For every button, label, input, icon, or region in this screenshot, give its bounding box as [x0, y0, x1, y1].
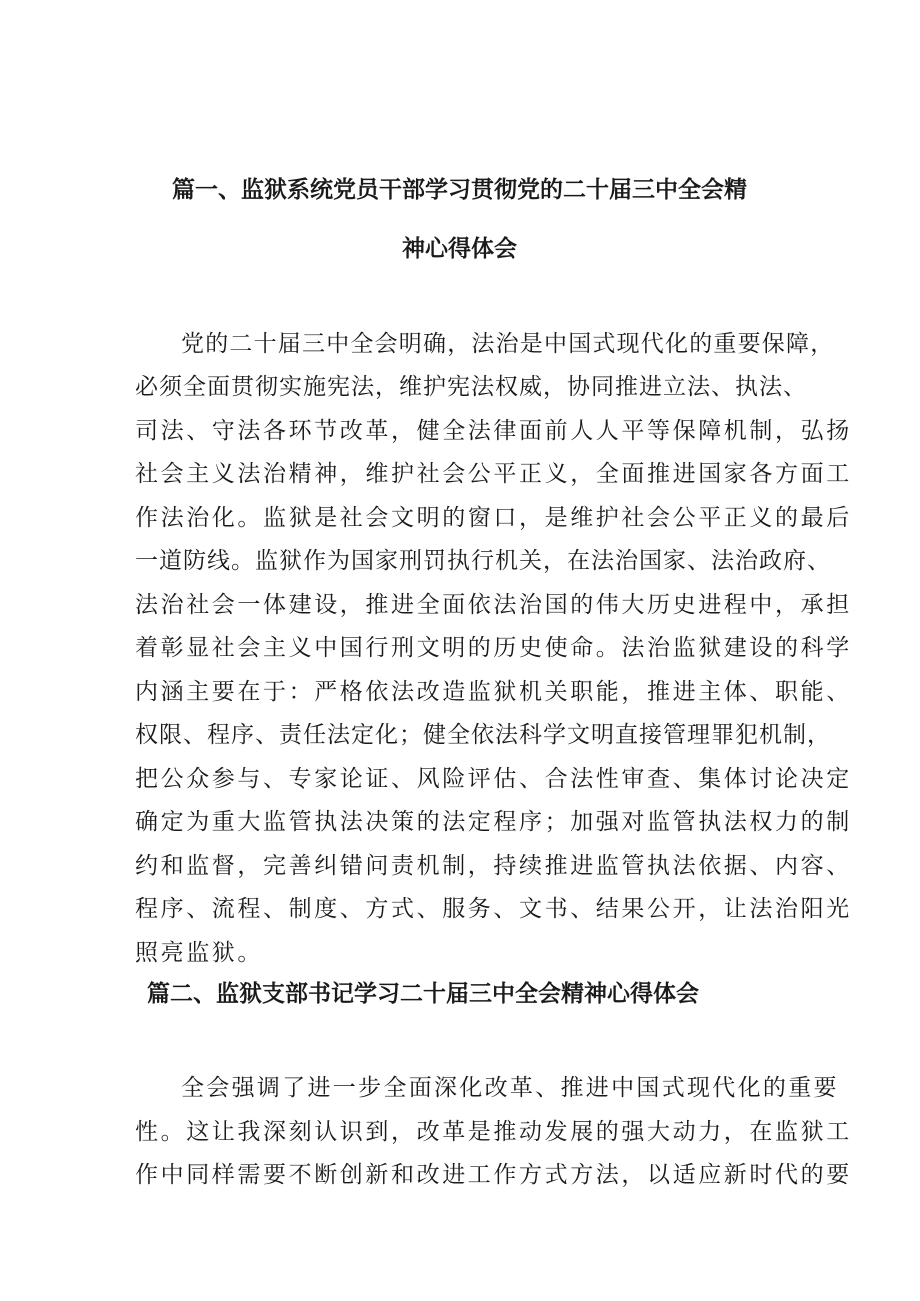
body-line: 约和监督，完善纠错问责机制，持续推进监管执法依据、内容、	[135, 853, 852, 879]
body-line: 司法、守法各环节改革，健全法律面前人人平等保障机制，弘扬	[135, 418, 852, 444]
body-line: 程序、流程、制度、方式、服务、文书、结果公开，让法治阳光	[135, 896, 852, 922]
body-line: 把公众参与、专家论证、风险评估、合法性审查、集体讨论决定	[135, 766, 852, 792]
body-line: 照亮监狱。	[135, 940, 263, 966]
section1-title-line2: 神心得体会	[402, 236, 517, 262]
body-line: 作法治化。监狱是社会文明的窗口，是维护社会公平正义的最后	[135, 505, 852, 531]
section1-title-line1: 篇一、监狱系统党员干部学习贯彻党的二十届三中全会精	[172, 177, 747, 203]
body-line: 社会主义法治精神，维护社会公平正义，全面推进国家各方面工	[135, 461, 852, 487]
body-line: 全会强调了进一步全面深化改革、推进中国式现代化的重要	[181, 1075, 839, 1101]
body-line: 作中同样需要不断创新和改进工作方式方法，以适应新时代的要	[135, 1162, 852, 1188]
body-line: 性。这让我深刻认识到，改革是推动发展的强大动力，在监狱工	[135, 1119, 852, 1145]
body-line: 着彰显社会主义中国行刑文明的历史使命。法治监狱建设的科学	[135, 635, 852, 661]
section2-title: 篇二、监狱支部书记学习二十届三中全会精神心得体会	[147, 981, 699, 1007]
body-line: 一道防线。监狱作为国家刑罚执行机关，在法治国家、法治政府、	[135, 548, 831, 574]
body-line: 党的二十届三中全会明确，法治是中国式现代化的重要保障，	[181, 331, 835, 357]
body-line: 权限、程序、责任法定化；健全依法科学文明直接管理罪犯机制，	[135, 722, 831, 748]
body-line: 确定为重大监管执法决策的法定程序；加强对监管执法权力的制	[135, 809, 852, 835]
body-line: 必须全面贯彻实施宪法，维护宪法权威，协同推进立法、执法、	[135, 374, 807, 400]
body-line: 内涵主要在于：严格依法改造监狱机关职能，推进主体、职能、	[135, 679, 852, 705]
body-line: 法治社会一体建设，推进全面依法治国的伟大历史进程中，承担	[135, 592, 852, 618]
